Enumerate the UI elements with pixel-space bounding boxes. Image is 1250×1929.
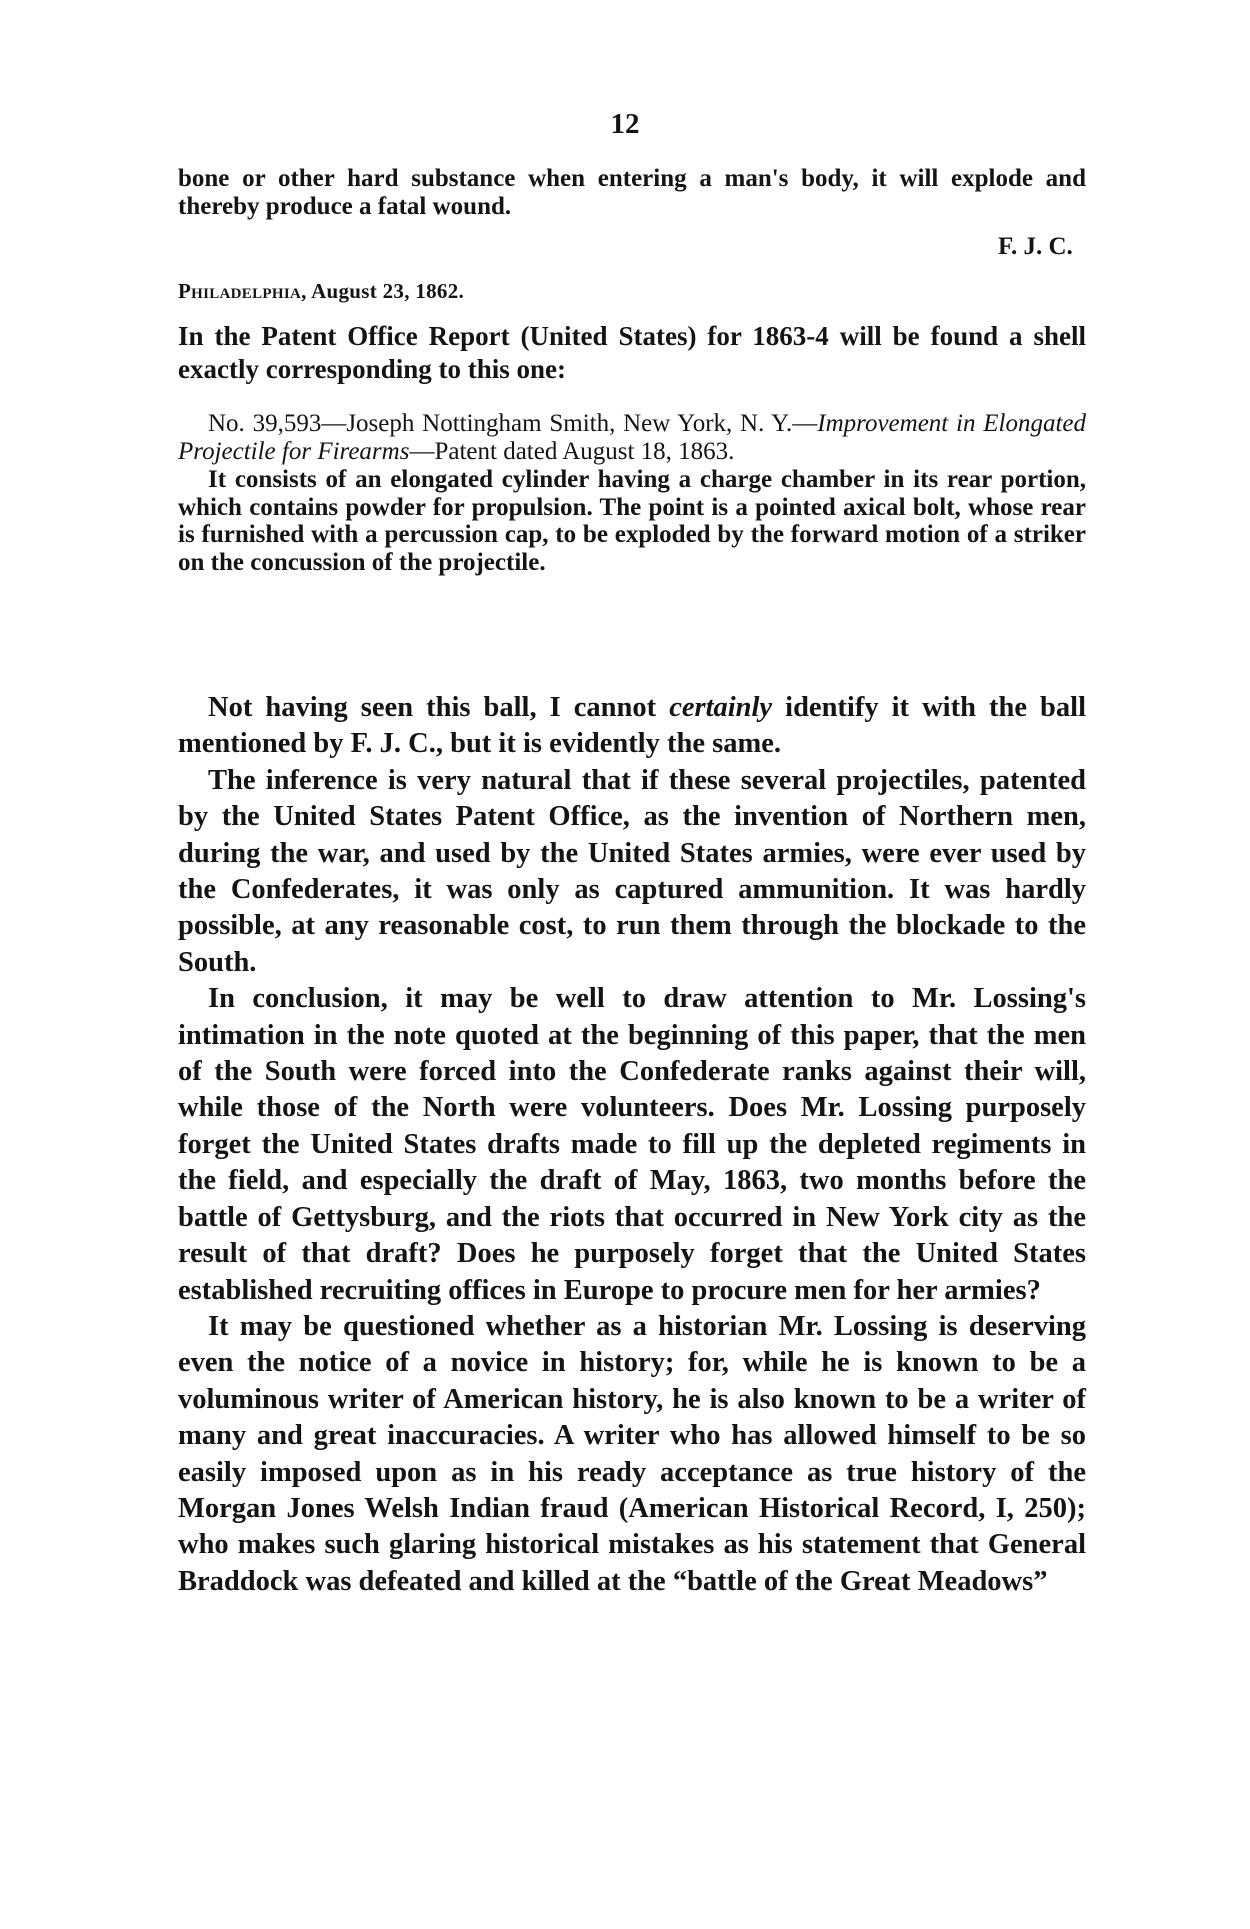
p1-before: Not having seen this ball, I cannot — [208, 692, 670, 723]
patent-number-and-name: No. 39,593—Joseph Nottingham Smith, New York, N. Y.— — [208, 410, 818, 437]
dateline-place: Philadelphia, — [178, 279, 307, 303]
body-text — [178, 690, 1086, 1600]
paragraph-ball-identification — [178, 690, 1086, 763]
paragraph-conclusion: In conclusion, it may be well to draw attention to Mr. Lossing's intimation in the note quoted at the beginning of this paper, that the men of the South were forced into the Confederate ranks against their will, while those of the North were volunteers. Does Mr. Lossing purposely forget the United States drafts made to fill up the depleted regiments in the field, and especially the draft of May, 1863, two months before the battle of Gettysburg, and the riots that occurred in New York city as the result of that draft? Does he purposely forget that the United States established recruiting offices in Europe to procure men for her armies? — [178, 983, 1086, 1306]
letter-signature: F. J. C. — [998, 233, 1073, 260]
letter-dateline — [178, 279, 464, 304]
patent-entry — [178, 410, 1086, 576]
patent-description: It consists of an elongated cylinder having a charge chamber in its rear portion, which contains powder for propulsion. The point is a pointed axical bolt, whose rear is furnished with a percussion cap, to be exploded by the forward motion of a striker on the concussion of the projectile. — [178, 466, 1086, 576]
letter-closing-text: bone or other hard substance when entering a man's body, it will explode and thereby produce a fatal wound. — [178, 165, 1086, 220]
patent-title: Improvement in Elongated Projectile for Firearms — [178, 410, 1086, 465]
patent-intro: In the Patent Office Report (United States) for 1863-4 will be found a shell exactly corresponding to this one: — [178, 321, 1086, 384]
patent-date: —Patent dated August 18, 1863. — [409, 437, 735, 465]
p1-emphasis: certainly — [669, 692, 773, 723]
paragraph-inference: The inference is very natural that if these several projectiles, patented by the United States Patent Office, as the invention of Northern men, during the war, and used by the United States armies, were ever used by the Confederates, it was only as captured ammunition. It was hardly possible, at any reasonable cost, to run them through the blockade to the South. — [178, 764, 1086, 978]
paragraph-lossing-critique: It may be questioned whether as a historian Mr. Lossing is deserving even the notice of a novice in history; for, while he is known to be a voluminous writer of American history, he is also known to be a writer of many and great inaccuracies. A writer who has allowed himself to be so easily imposed upon as in his ready acceptance as true history of the Morgan Jones Welsh Indian fraud (American Historical Record, I, 250); who makes such glaring historical mistakes as his statement that General Braddock was defeated and killed at the “battle of the Great Meadows” — [178, 1310, 1086, 1597]
p1-after: identify it with the ball mentioned by F. J. C., but it is evidently the same. — [178, 692, 1086, 760]
patent-heading — [178, 410, 1086, 465]
page-number: 12 — [610, 108, 640, 140]
dateline-date: August 23, 1862. — [306, 279, 465, 303]
